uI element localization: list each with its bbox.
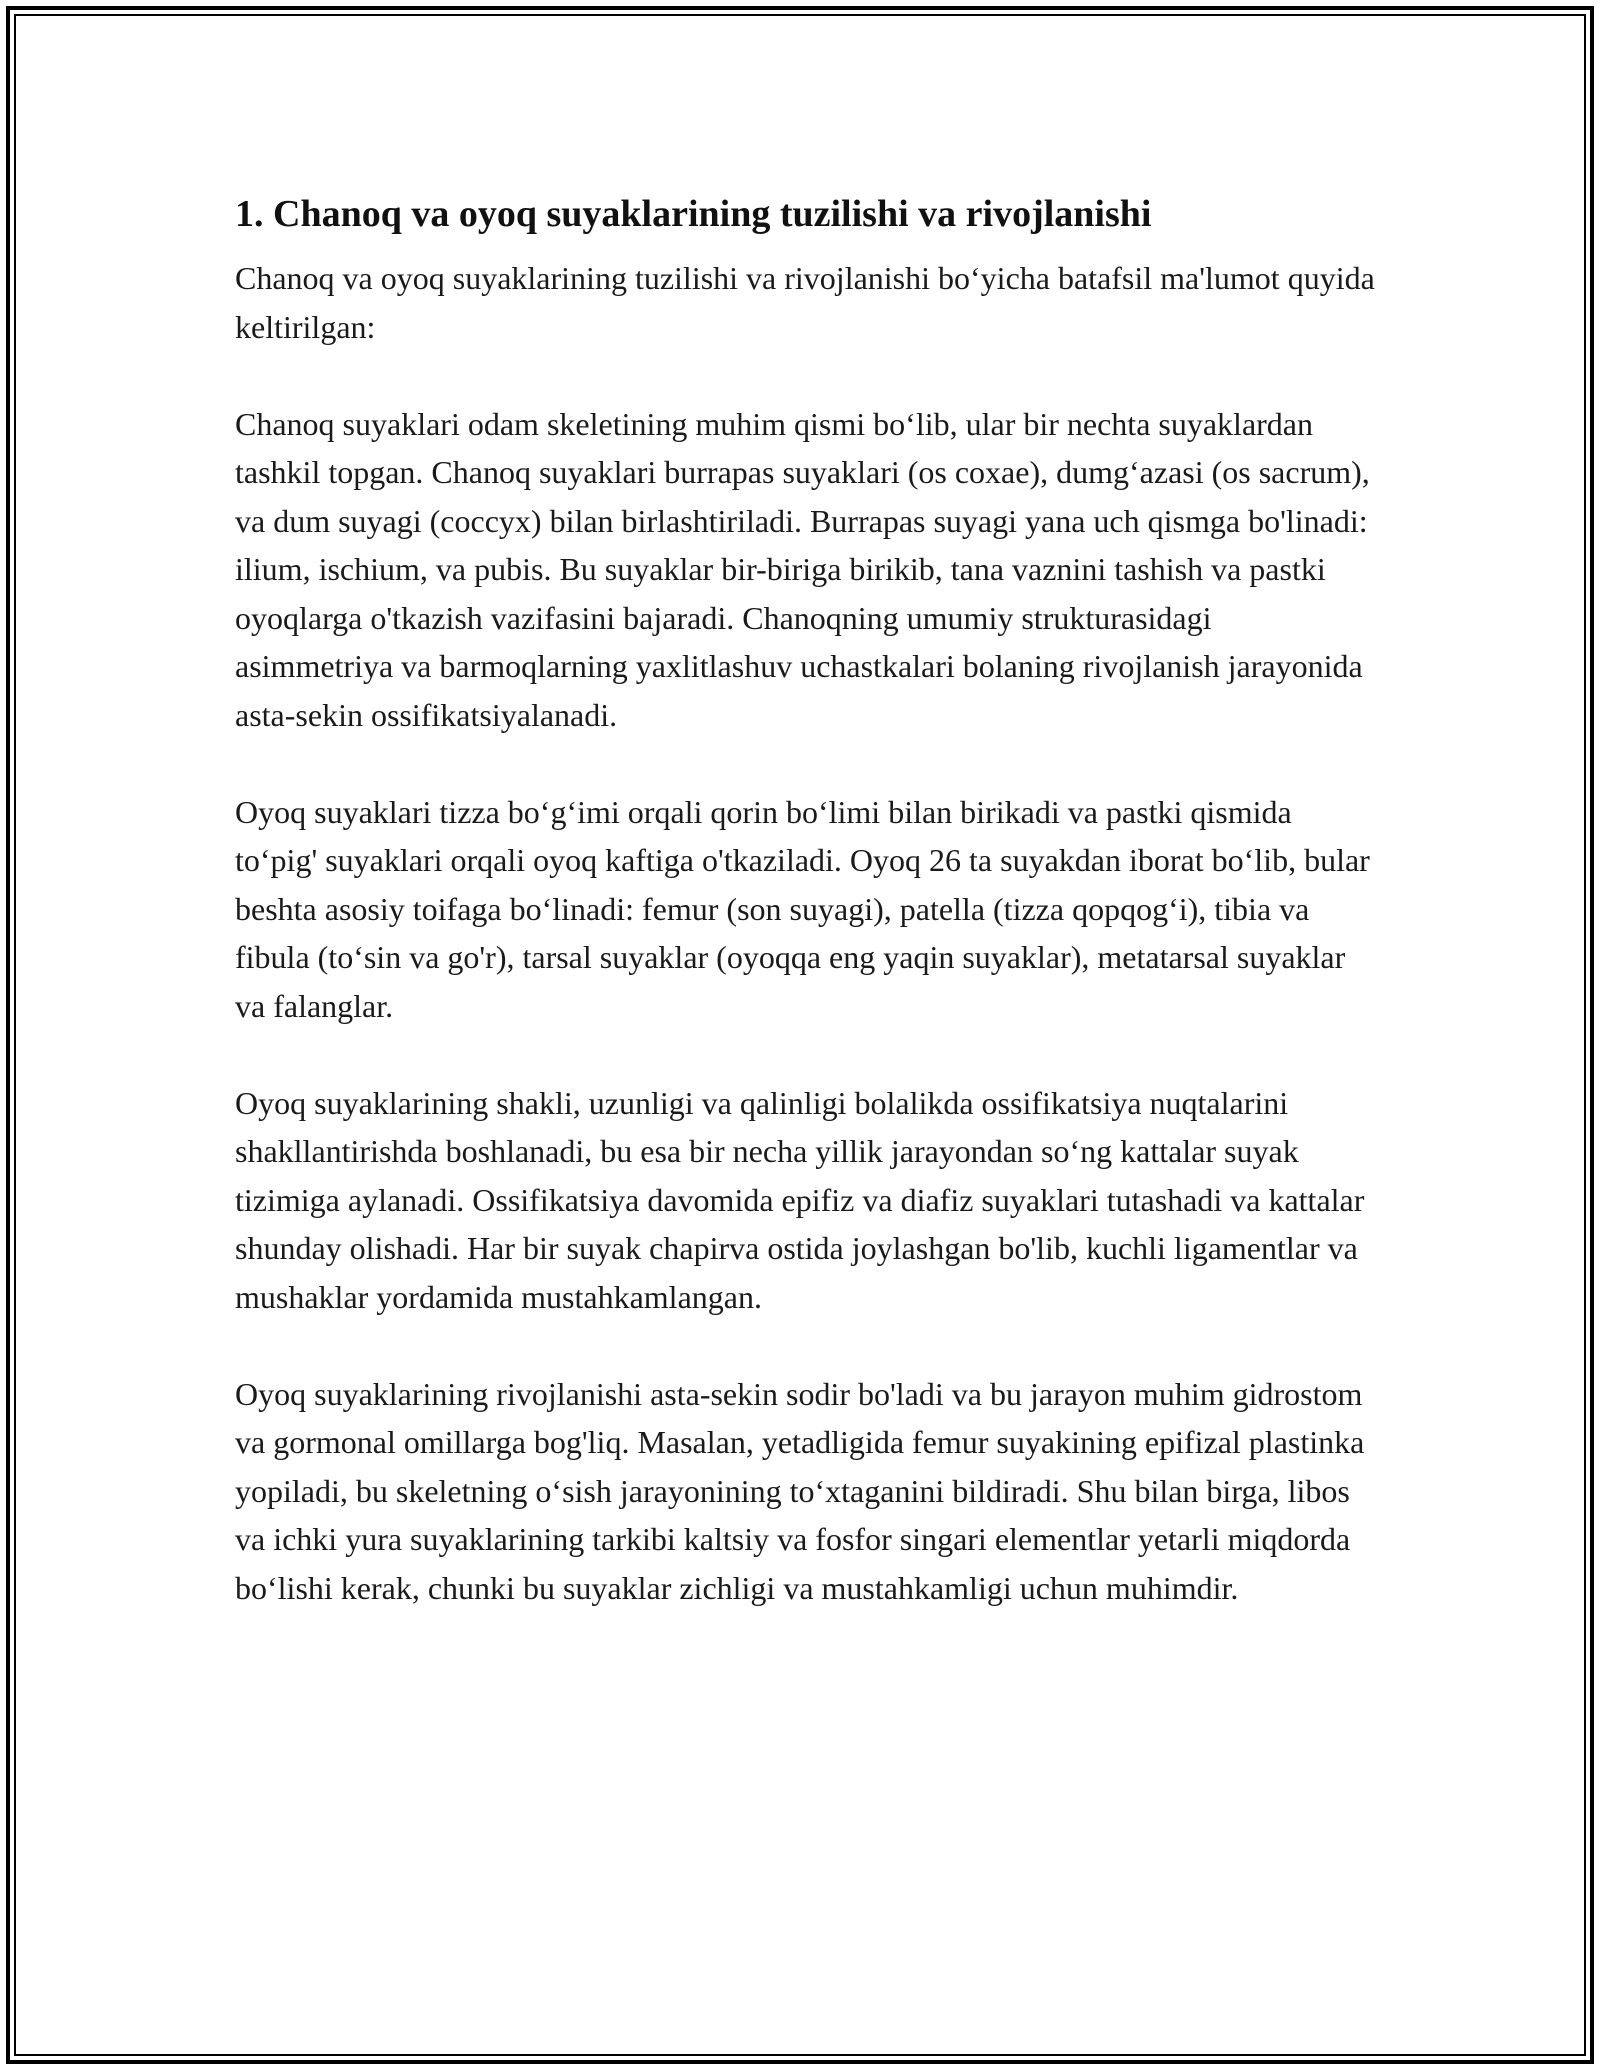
section-heading: 1. Chanoq va oyoq suyaklarining tuzilishi va rivojlanishi bbox=[235, 193, 1152, 235]
paragraph-intro: Chanoq va oyoq suyaklarining tuzilishi va rivojlanishi bo‘yicha batafsil ma'lumot quyida keltirilgan: bbox=[235, 260, 1375, 345]
document-body bbox=[235, 186, 1375, 1661]
paragraph-development: Oyoq suyaklarining rivojlanishi asta-sekin sodir bo'ladi va bu jarayon muhim gidrostom va gormonal omillarga bog'liq. Masalan, yetadligida femur suyakining epifizal plastinka yopiladi, bu skeletning o‘sish jarayonining to‘xtaganini bildiradi. Shu bilan birga, libos va ichki yura suyaklarining tarkibi kaltsiy va fosfor singari elementlar yetarli miqdorda bo‘lishi kerak, chunki bu suyaklar zichligi va mustahkamligi uchun muhimdir. bbox=[235, 1375, 1365, 1606]
paragraph-pelvis: Chanoq suyaklari odam skeletining muhim qismi bo‘lib, ular bir nechta suyaklardan tashkil topgan. Chanoq suyaklari burrapas suyaklari (os coxae), dumg‘azasi (os sacrum), va dum suyagi (coccyx) bilan birlashtiriladi. Burrapas suyagi yana uch qismga bo'linadi: ilium, ischium, va pubis. Bu suyaklar bir-biriga birikib, tana vaznini tashish va pastki oyoqlarga o'tkazish vazifasini bajaradi. Chanoqning umumiy strukturasidagi asimmetriya va barmoqlarning yaxlitlashuv uchastkalari bolaning rivojlanish jarayonida asta-sekin ossifikatsiyalanadi. bbox=[235, 405, 1370, 733]
paragraph-leg-bones: Oyoq suyaklari tizza bo‘g‘imi orqali qorin bo‘limi bilan birikadi va pastki qismida to‘pig' suyaklari orqali oyoq kaftiga o'tkaziladi. Oyoq 26 ta suyakdan iborat bo‘lib, bular beshta asosiy toifaga bo‘linadi: femur (son suyagi), patella (tizza qopqog‘i), tibia va fibula (to‘sin va go'r), tarsal suyaklar (oyoqqa eng yaqin suyaklar), metatarsal suyaklar va falanglar. bbox=[235, 793, 1370, 1024]
paragraph-ossification: Oyoq suyaklarining shakli, uzunligi va qalinligi bolalikda ossifikatsiya nuqtalarini shakllantirishda boshlanadi, bu esa bir necha yillik jarayondan so‘ng kattalar suyak tizimiga aylanadi. Ossifikatsiya davomida epifiz va diafiz suyaklari tutashadi va kattalar shunday olishadi. Har bir suyak chapirva ostida joylashgan bo'lib, kuchli ligamentlar va mushaklar yordamida mustahkamlangan. bbox=[235, 1084, 1365, 1315]
